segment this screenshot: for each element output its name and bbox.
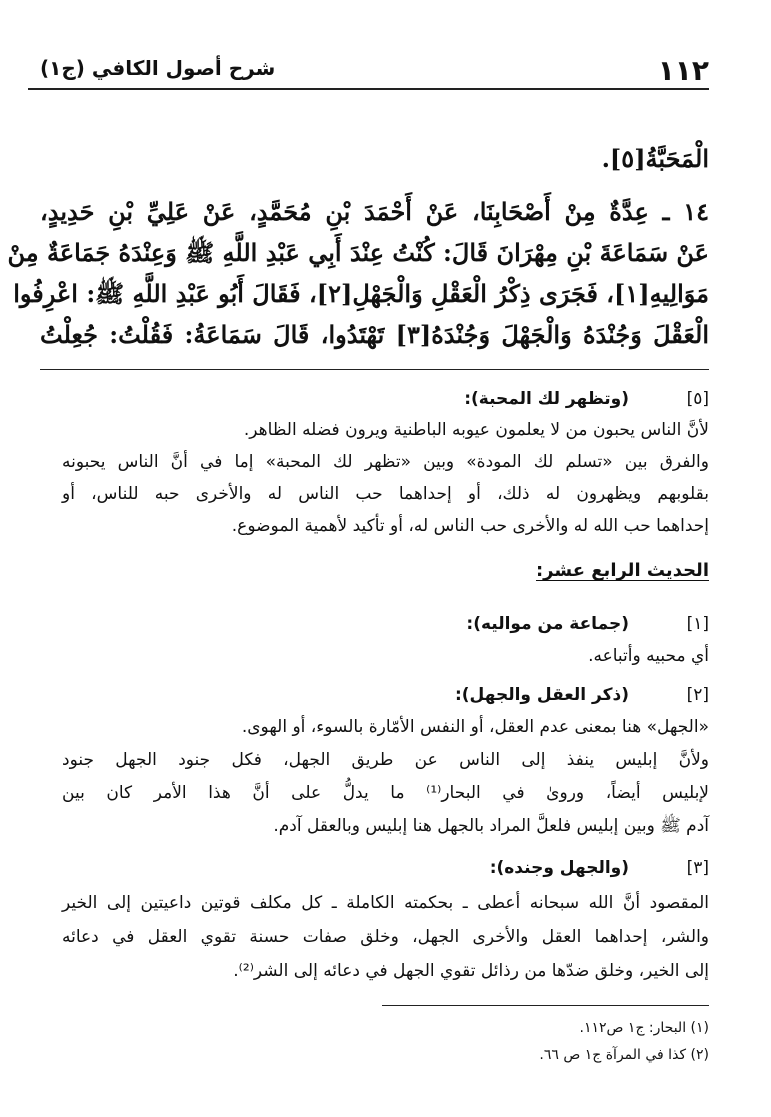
note-text: لإبليس أيضاً، وروىٰ في البحار⁽¹⁾ ما يدلُّ على أنَّ هذا الأمر كان بين: [62, 783, 709, 803]
footnote: (١) البحار: ج١ ص١١٢.: [579, 1020, 709, 1036]
note-text: إحداهما حب الله له والأخرى حب الناس له، أو تأكيد لأهمية الموضوع.: [231, 516, 709, 536]
note-number: [٢]: [686, 685, 709, 705]
note-title: (جماعة من مواليه):: [466, 614, 629, 634]
note-title: (ذكر العقل والجهل):: [454, 685, 629, 705]
note-number: [١]: [686, 614, 709, 634]
note-text: ولأنَّ إبليس ينفذ إلى الناس عن طريق الجهل، فكل جنود الجهل جنود: [62, 750, 709, 770]
note-number: [٥]: [686, 389, 709, 409]
note-text: بقلوبهم ويظهرون له ذلك، أو إحداهما حب الناس له والأخرى حبه للناس، أو: [62, 484, 709, 504]
matn-line: الْعَقْلَ وَجُنْدَهُ وَالْجَهْلَ وَجُنْدَهُ[٣] تَهْتَدُوا، قَالَ سَمَاعَةُ: فَقُلْتُ: جُعِلْتُ: [40, 320, 709, 349]
matn-line: الْمَحَبَّةُ[٥].: [601, 144, 709, 173]
page-number: ١١٢: [657, 54, 709, 87]
matn-line: ١٤ ـ عِدَّةٌ مِنْ أَصْحَابِنَا، عَنْ أَحْمَدَ بْنِ مُحَمَّدٍ، عَنْ عَلِيِّ بْنِ حَدِيدٍ،: [40, 197, 709, 226]
note-number: [٣]: [686, 858, 709, 878]
footnote-separator: [382, 1005, 709, 1006]
note-text: المقصود أنَّ الله سبحانه أعطى ـ بحكمته الكاملة ـ كل مكلف قوتين داعيتين إلى الخير: [62, 893, 709, 913]
note-text: «الجهل» هنا بمعنى عدم العقل، أو النفس الأمّارة بالسوء، أو الهوى.: [241, 717, 709, 737]
note-text: لأنَّ الناس يحبون من لا يعلمون عيوبه الباطنية ويرون فضله الظاهر.: [243, 420, 709, 440]
matn-line: مَوَالِيهِ[١]، فَجَرَى ذِكْرُ الْعَقْلِ وَالْجَهْلِ[٢]، فَقَالَ أَبُو عَبْدِ اللَّهِ ﷺ: اعْرِفُوا: [13, 279, 709, 308]
note-text: والشر، إحداهما العقل والأخرى الجهل، وخلق صفات حسنة تقوي العقل في دعائه: [62, 927, 709, 947]
note-text: آدم ﷺ وبين إبليس فلعلَّ المراد بالجهل هنا إبليس وبالعقل آدم.: [273, 816, 709, 836]
note-title: (والجهل وجنده):: [489, 858, 629, 878]
note-text: أي محبيه وأتباعه.: [588, 646, 709, 666]
note-text: والفرق بين «تسلم لك المودة» وبين «تظهر لك المحبة» إما في أنَّ الناس يحبونه: [62, 452, 709, 472]
matn-line: عَنْ سَمَاعَةَ بْنِ مِهْرَانَ قَالَ: كُنْتُ عِنْدَ أَبِي عَبْدِ اللَّهِ ﷺ وَعِنْدَهُ جَمَاعَةٌ مِنْ: [7, 238, 709, 267]
note-title: (وتظهر لك المحبة):: [464, 389, 629, 409]
section-title: الحديث الرابع عشر:: [535, 560, 709, 581]
header-rule: [28, 88, 709, 90]
page-header: [40, 52, 709, 88]
book-title: شرح أصول الكافي (ج١): [40, 56, 276, 80]
footnote: (٢) كذا في المرآة ج١ ص ٦٦.: [539, 1047, 709, 1063]
matn-separator: [40, 369, 709, 370]
note-text: إلى الخير، وخلق ضدّها من رذائل تقوي الجهل في دعائه إلى الشر⁽²⁾.: [233, 961, 709, 981]
